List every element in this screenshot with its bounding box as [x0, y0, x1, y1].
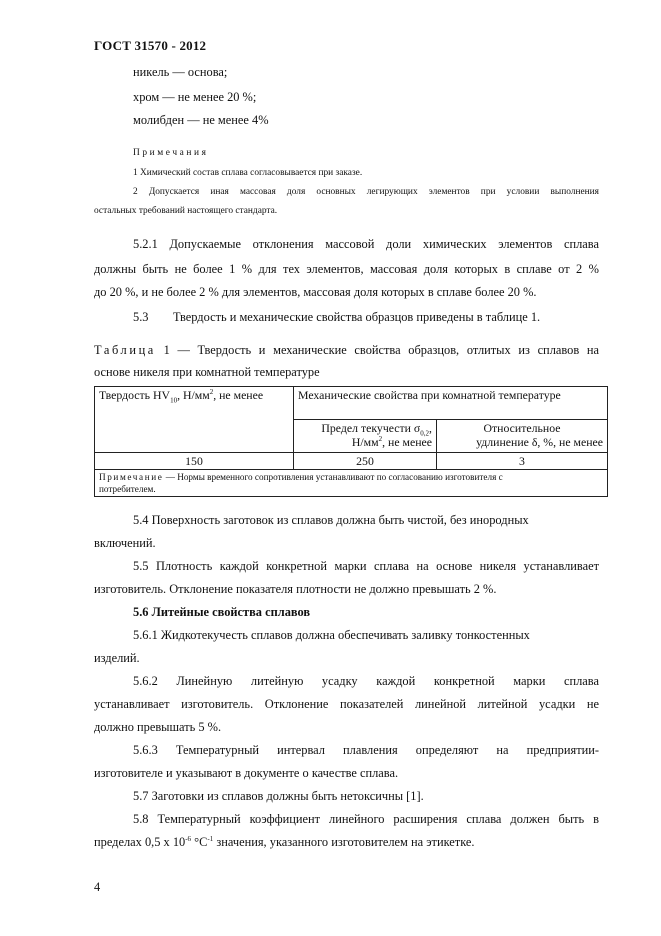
paragraph-5-6-3-line-2: изготовителе и указывают в документе о качестве сплава. — [94, 766, 399, 780]
paragraph-5-6-1-line-1: 5.6.1 Жидкотекучесть сплавов должна обеспечивать заливку тонкостенных — [133, 628, 530, 642]
table-caption-line-2: основе никеля при комнатной температуре — [94, 365, 320, 379]
list-item: никель — основа; — [133, 65, 228, 79]
document-header: ГОСТ 31570 - 2012 — [94, 38, 207, 53]
paragraph-5-2-1-line-3: до 20 %, и не более 2 % для элементов, массовая доля которых в сплаве более 20 %. — [94, 285, 537, 299]
paragraph-5-6-3-line-1: 5.6.3 Температурный интервал плавления определяют на предприятии- — [133, 743, 599, 757]
table-note: Примечание — Нормы временного сопротивления устанавливают по согласованию изготовителя с потребителем. — [95, 470, 608, 497]
page-number: 4 — [94, 880, 101, 894]
notes-heading: Примечания — [133, 148, 209, 158]
table-cell-elongation: 3 — [437, 453, 608, 470]
paragraph-5-6-2-line-2: устанавливает изготовитель. Отклонение показателей линейной литейной усадки не — [94, 697, 599, 711]
paragraph-5-5-line-1: 5.5 Плотность каждой конкретной марки сплава на основе никеля устанавливает — [133, 559, 599, 573]
note-2-line-1: 2 Допускается иная массовая доля основных легирующих элементов при условии выполнения — [133, 187, 599, 197]
paragraph-5-3-text: Твердость и механические свойства образцов приведены в таблице 1. — [173, 310, 541, 324]
paragraph-5-4-line-2: включений. — [94, 536, 156, 550]
paragraph-5-6-2-line-1: 5.6.2 Линейную литейную усадку каждой конкретной марки сплава — [133, 674, 599, 688]
paragraph-5-2-1-line-1: 5.2.1 Допускаемые отклонения массовой доли химических элементов сплава — [133, 237, 599, 251]
paragraph-5-3-number: 5.3 — [133, 310, 149, 324]
note-1: 1 Химический состав сплава согласовывается при заказе. — [133, 168, 363, 178]
paragraph-5-7: 5.7 Заготовки из сплавов должны быть нетоксичны [1]. — [133, 789, 424, 803]
table-header-yield-strength: Предел текучести $\sigma_{0,2}$, $Н/мм^2$, не менее — [294, 420, 437, 453]
table-caption-line-1 — [94, 342, 599, 358]
section-heading-5-6: 5.6 Литейные свойства сплавов — [133, 605, 311, 619]
table-caption-word: Таблица — [94, 343, 156, 357]
paragraph-5-8-line-1: 5.8 Температурный коэффициент линейного расширения сплава должен быть в — [133, 812, 599, 826]
paragraph-5-6-2-line-3: должно превышать 5 %. — [94, 720, 222, 734]
paragraph-5-2-1-line-2: должны быть не более 1 % для тех элементов, массовая доля которых в сплаве от 2 % — [94, 262, 599, 276]
table-header-hardness: Твердость $HV_{10}$, $Н/мм^2$, не менее — [95, 387, 294, 453]
table-cell-yield-strength: 250 — [294, 453, 437, 470]
paragraph-5-6-1-line-2: изделий. — [94, 651, 140, 665]
paragraph-5-4-line-1: 5.4 Поверхность заготовок из сплавов должна быть чистой, без инородных — [133, 513, 529, 527]
paragraph-5-8-line-2: пределах 0,5 х $10^{-6}$ $^\circ С^{-1}$ значения, указанного изготовителем на этикетке. — [94, 834, 475, 849]
table-header-elongation: Относительное удлинение δ, %, не менее — [437, 420, 608, 453]
paragraph-5-5-line-2: изготовитель. Отклонение показателя плотности не должно превышать 2 %. — [94, 582, 497, 596]
table-caption-text: 1 — Твердость и механические свойства образцов, отлитых из сплавов на — [163, 343, 599, 357]
table-1 — [94, 386, 608, 497]
list-item: хром — не менее 20 %; — [133, 90, 257, 104]
list-item: молибден — не менее 4% — [133, 113, 269, 127]
table-header-mechanical: Механические свойства при комнатной температуре — [294, 387, 608, 420]
note-2-line-2: остальных требований настоящего стандарта. — [94, 206, 278, 216]
table-cell-hardness: 150 — [95, 453, 294, 470]
